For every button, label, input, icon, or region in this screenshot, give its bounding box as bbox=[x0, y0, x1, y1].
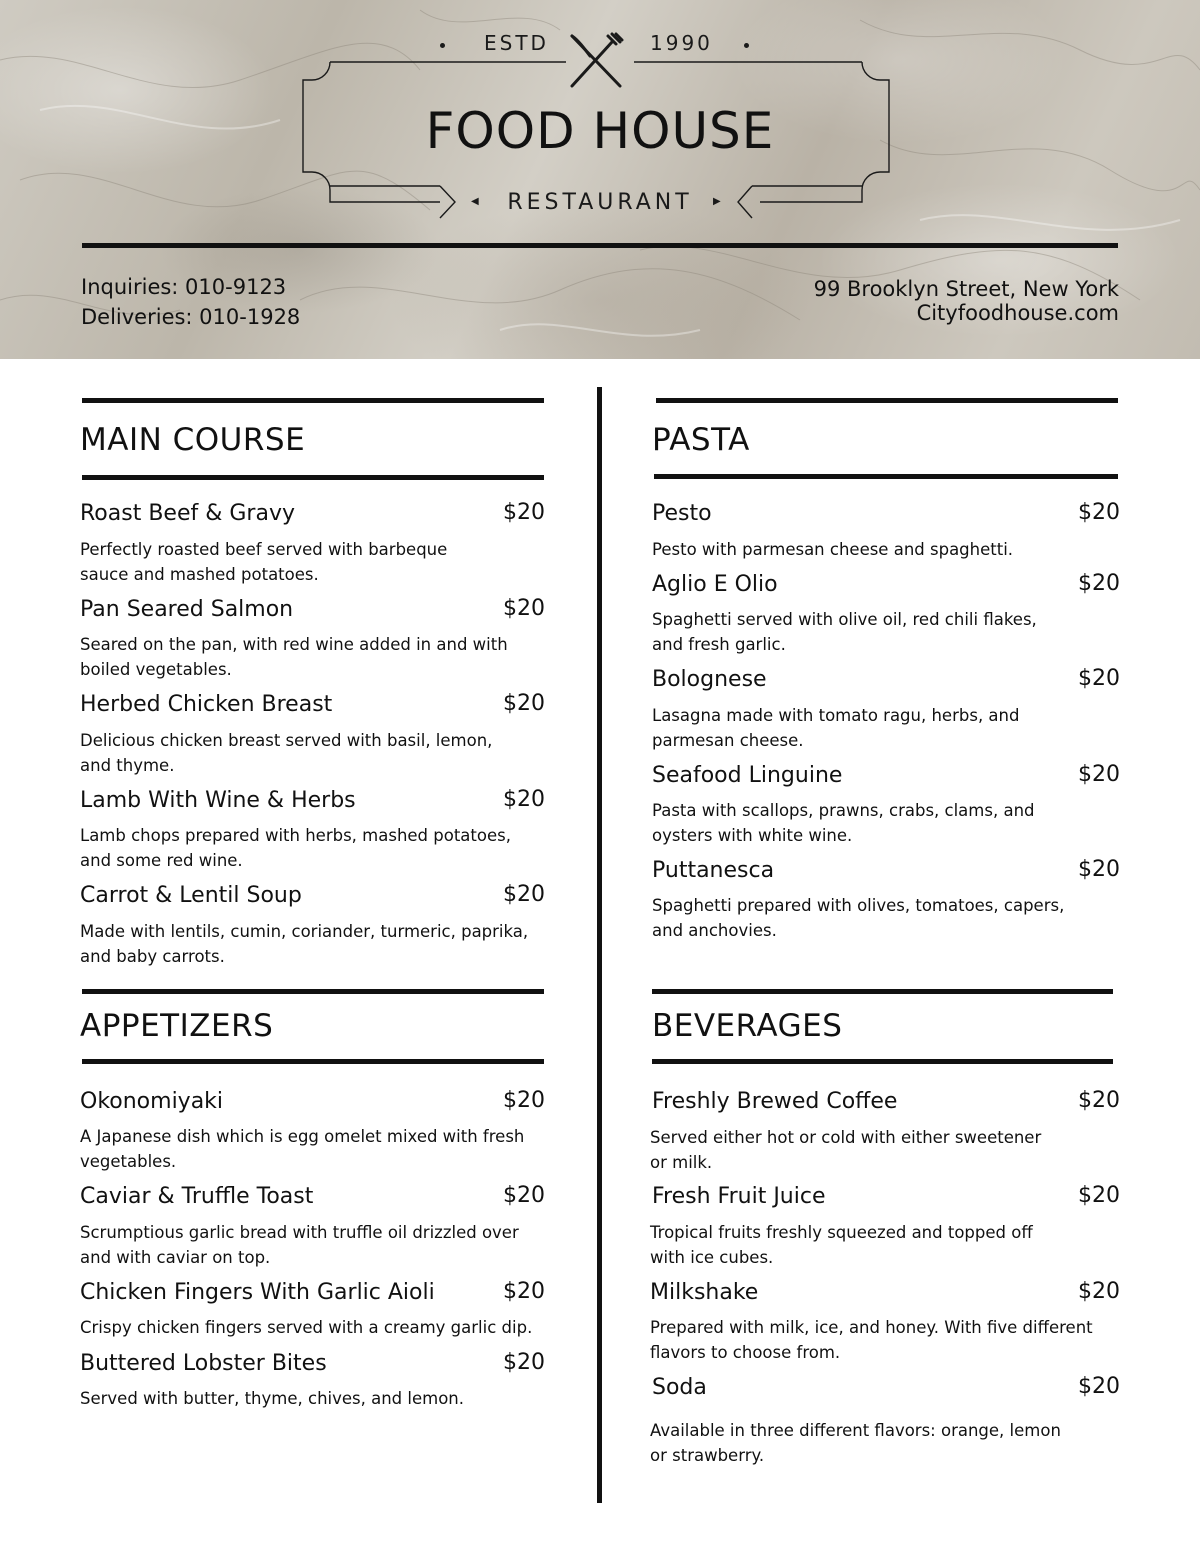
item-description-line: Spaghetti prepared with olives, tomatoes, capers, bbox=[652, 896, 1065, 915]
item-name: Pan Seared Salmon bbox=[80, 597, 294, 622]
item-description-line: A Japanese dish which is egg omelet mixed with fresh bbox=[80, 1127, 525, 1146]
item-description-line: oysters with white wine. bbox=[652, 826, 853, 845]
item-name: Buttered Lobster Bites bbox=[80, 1351, 327, 1376]
item-description bbox=[652, 798, 1035, 848]
pasta-top-rule bbox=[656, 398, 1118, 403]
item-name: Pesto bbox=[652, 501, 712, 526]
item-description-line: Lamb chops prepared with herbs, mashed potatoes, bbox=[80, 826, 511, 845]
item-description bbox=[650, 1125, 1041, 1175]
item-name: Bolognese bbox=[652, 667, 767, 692]
deliveries-phone: Deliveries: 010-1928 bbox=[81, 305, 301, 329]
inquiries-phone: Inquiries: 010-9123 bbox=[81, 275, 287, 299]
main-course-bottom-rule bbox=[82, 475, 544, 480]
item-description-line: flavors to choose from. bbox=[650, 1343, 841, 1362]
item-name: Caviar & Truffle Toast bbox=[80, 1184, 314, 1209]
item-description-line: Crispy chicken fingers served with a creamy garlic dip. bbox=[80, 1318, 533, 1337]
beverages-top-rule bbox=[652, 989, 1113, 994]
item-description bbox=[80, 537, 447, 587]
estd-year: 1990 bbox=[650, 31, 713, 55]
appetizers-title: APPETIZERS bbox=[80, 1008, 274, 1044]
item-description-line: Made with lentils, cumin, coriander, turmeric, paprika, bbox=[80, 922, 529, 941]
item-price: $20 bbox=[503, 882, 545, 907]
item-price: $20 bbox=[503, 500, 545, 525]
item-description-line: or milk. bbox=[650, 1153, 713, 1172]
pasta-title: PASTA bbox=[652, 422, 750, 458]
item-description-line: vegetables. bbox=[80, 1152, 177, 1171]
item-description bbox=[650, 1418, 1061, 1468]
website-link[interactable]: Cityfoodhouse.com bbox=[916, 301, 1119, 325]
beverages-bottom-rule bbox=[652, 1059, 1113, 1064]
item-description bbox=[80, 1386, 464, 1411]
item-name: Soda bbox=[652, 1375, 707, 1400]
item-description-line: Scrumptious garlic bread with truffle oil drizzled over bbox=[80, 1223, 519, 1242]
contact-address bbox=[814, 277, 1119, 325]
item-name: Lamb With Wine & Herbs bbox=[80, 788, 356, 813]
item-description-line: parmesan cheese. bbox=[652, 731, 804, 750]
item-name: Seafood Linguine bbox=[652, 763, 843, 788]
item-description bbox=[80, 632, 508, 682]
item-description-line: with ice cubes. bbox=[650, 1248, 774, 1267]
item-price: $20 bbox=[1078, 857, 1120, 882]
item-name: Roast Beef & Gravy bbox=[80, 501, 295, 526]
item-description-line: and baby carrots. bbox=[80, 947, 225, 966]
item-name: Milkshake bbox=[650, 1280, 759, 1305]
item-name: Puttanesca bbox=[652, 858, 775, 883]
item-description-line: and thyme. bbox=[80, 756, 175, 775]
item-description bbox=[80, 1315, 532, 1340]
item-description-line: and fresh garlic. bbox=[652, 635, 786, 654]
item-price: $20 bbox=[503, 1088, 545, 1113]
main-course-top-rule bbox=[82, 398, 544, 403]
item-description-line: and anchovies. bbox=[652, 921, 777, 940]
header-divider bbox=[82, 243, 1118, 248]
item-description bbox=[80, 823, 511, 873]
item-description bbox=[652, 703, 1019, 753]
column-divider bbox=[597, 387, 602, 1503]
item-price: $20 bbox=[1078, 500, 1120, 525]
beverages-title: BEVERAGES bbox=[652, 1008, 843, 1044]
item-description bbox=[652, 893, 1064, 943]
item-description-line: boiled vegetables. bbox=[80, 660, 232, 679]
item-description bbox=[652, 607, 1037, 657]
item-price: $20 bbox=[1078, 1183, 1120, 1208]
item-description-line: Pasta with scallops, prawns, crabs, clams, and bbox=[652, 801, 1035, 820]
item-description-line: Seared on the pan, with red wine added in and with bbox=[80, 635, 508, 654]
item-price: $20 bbox=[1078, 1279, 1120, 1304]
street-address: 99 Brooklyn Street, New York bbox=[813, 277, 1119, 301]
item-description-line: or strawberry. bbox=[650, 1446, 765, 1465]
item-description-line: Pesto with parmesan cheese and spaghetti. bbox=[652, 540, 1014, 559]
triangle-left-icon: ◀ bbox=[471, 196, 479, 207]
header-banner bbox=[0, 0, 1200, 359]
item-description-line: Prepared with milk, ice, and honey. With five different bbox=[650, 1318, 1093, 1337]
item-description bbox=[80, 728, 492, 778]
item-description bbox=[652, 537, 1013, 562]
item-price: $20 bbox=[503, 691, 545, 716]
estd-label: ESTD bbox=[484, 31, 549, 55]
item-price: $20 bbox=[503, 1279, 545, 1304]
item-price: $20 bbox=[1078, 666, 1120, 691]
restaurant-subtitle: RESTAURANT bbox=[507, 190, 693, 215]
main-course-title: MAIN COURSE bbox=[80, 422, 306, 458]
appetizers-top-rule bbox=[82, 989, 544, 994]
item-description-line: Served either hot or cold with either sweetener bbox=[650, 1128, 1042, 1147]
item-name: Aglio E Olio bbox=[652, 572, 778, 597]
item-description-line: Available in three different flavors: orange, lemon bbox=[650, 1421, 1061, 1440]
item-description-line: Delicious chicken breast served with basil, lemon, bbox=[80, 731, 493, 750]
item-description-line: Served with butter, thyme, chives, and lemon. bbox=[80, 1389, 465, 1408]
item-price: $20 bbox=[1078, 1374, 1120, 1399]
item-description-line: Perfectly roasted beef served with barbeque bbox=[80, 540, 448, 559]
item-description-line: Tropical fruits freshly squeezed and topped off bbox=[650, 1223, 1033, 1242]
item-description bbox=[650, 1315, 1093, 1365]
contact-phones bbox=[81, 272, 300, 332]
item-name: Freshly Brewed Coffee bbox=[652, 1089, 898, 1114]
item-price: $20 bbox=[1078, 762, 1120, 787]
item-description-line: and some red wine. bbox=[80, 851, 243, 870]
item-name: Okonomiyaki bbox=[80, 1089, 224, 1114]
item-description-line: sauce and mashed potatoes. bbox=[80, 565, 319, 584]
item-name: Herbed Chicken Breast bbox=[80, 692, 333, 717]
item-description bbox=[80, 919, 528, 969]
pasta-bottom-rule bbox=[654, 474, 1118, 479]
fork-knife-icon bbox=[568, 32, 628, 92]
item-description bbox=[650, 1220, 1033, 1270]
item-description-line: and with caviar on top. bbox=[80, 1248, 271, 1267]
item-price: $20 bbox=[503, 1183, 545, 1208]
restaurant-name: FOOD HOUSE bbox=[425, 102, 775, 160]
triangle-right-icon: ▶ bbox=[713, 196, 721, 207]
item-price: $20 bbox=[503, 787, 545, 812]
item-name: Chicken Fingers With Garlic Aioli bbox=[80, 1280, 435, 1305]
item-price: $20 bbox=[1078, 1088, 1120, 1113]
item-name: Fresh Fruit Juice bbox=[652, 1184, 826, 1209]
item-price: $20 bbox=[1078, 571, 1120, 596]
item-price: $20 bbox=[503, 1350, 545, 1375]
item-name: Carrot & Lentil Soup bbox=[80, 883, 302, 908]
item-description-line: Spaghetti served with olive oil, red chili flakes, bbox=[652, 610, 1037, 629]
item-description bbox=[80, 1124, 524, 1174]
item-description bbox=[80, 1220, 519, 1270]
appetizers-bottom-rule bbox=[82, 1059, 544, 1064]
item-description-line: Lasagna made with tomato ragu, herbs, and bbox=[652, 706, 1020, 725]
item-price: $20 bbox=[503, 596, 545, 621]
